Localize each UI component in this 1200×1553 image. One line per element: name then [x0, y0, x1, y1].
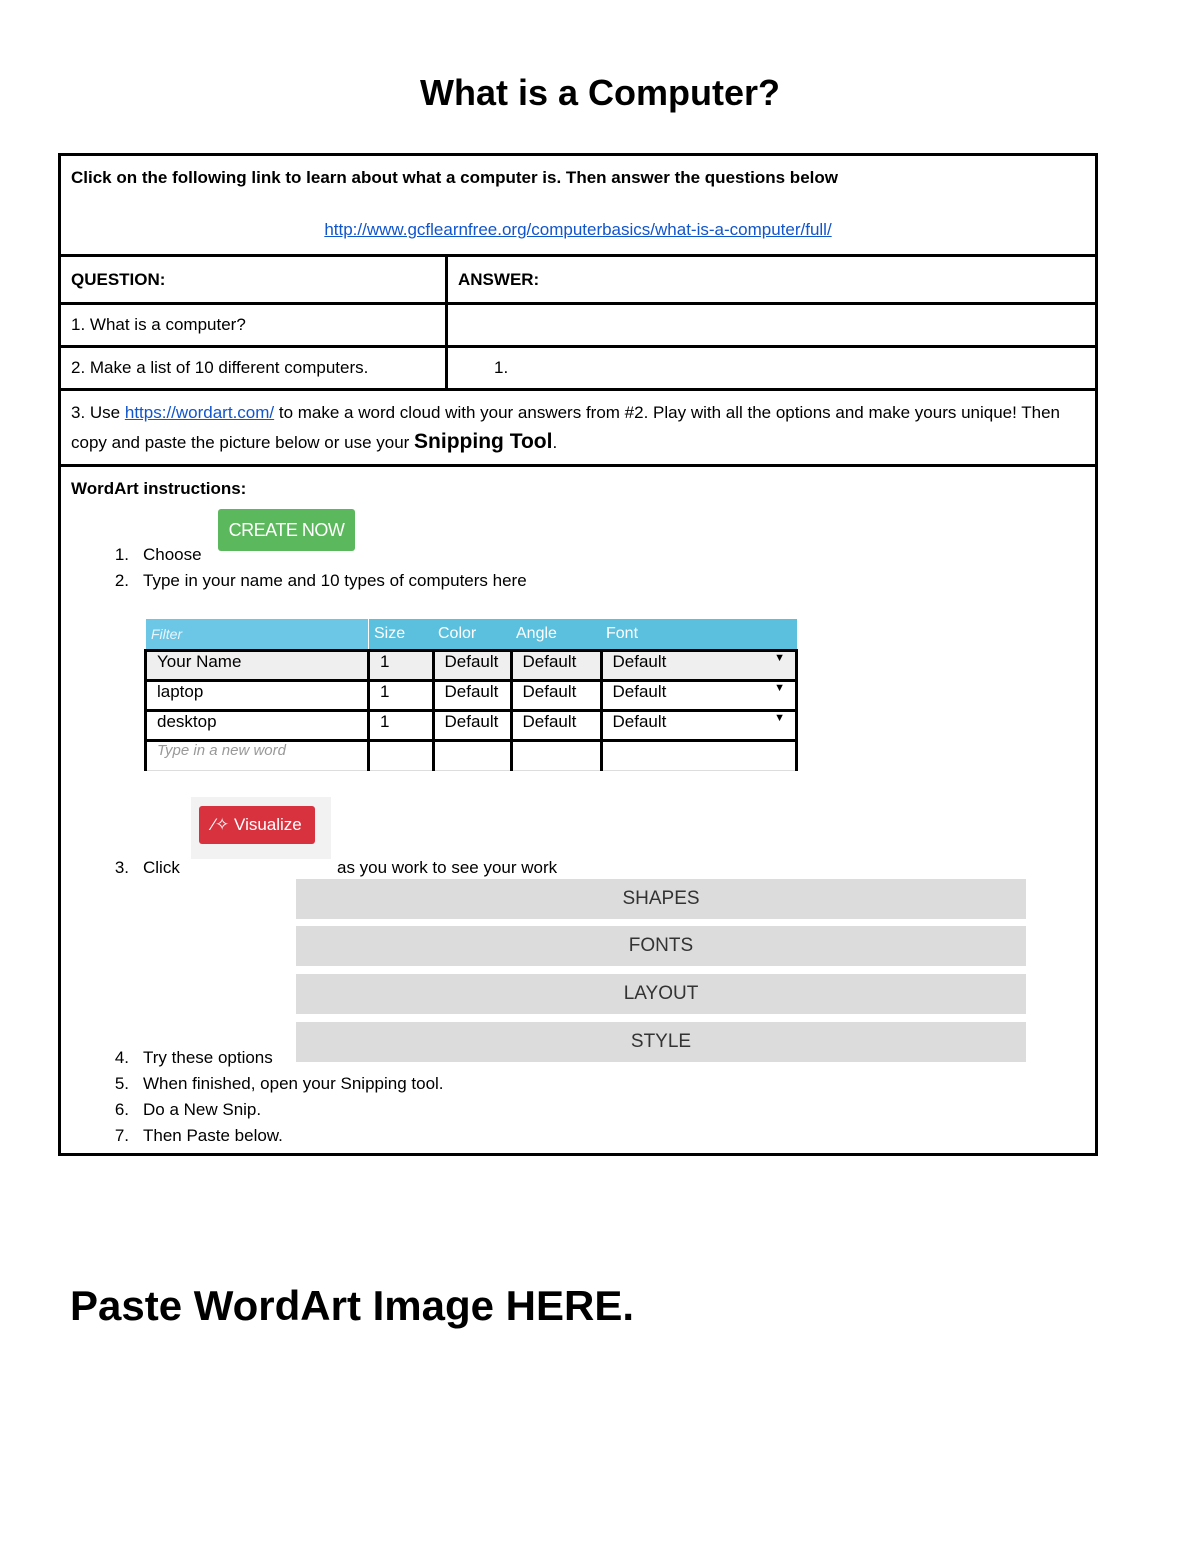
- angle-cell[interactable]: Default: [511, 681, 601, 711]
- visualize-button[interactable]: [199, 806, 315, 844]
- wordart-words-table: [144, 618, 798, 771]
- question-header: QUESTION:: [60, 256, 447, 304]
- gcflearnfree-link[interactable]: http://www.gcflearnfree.org/computerbasics/what-is-a-computer/full/: [324, 220, 832, 239]
- paste-heading: Paste WordArt Image HERE.: [70, 1282, 635, 1329]
- font-cell[interactable]: [601, 711, 797, 741]
- size-cell[interactable]: 1: [369, 681, 434, 711]
- table-row[interactable]: [146, 711, 797, 741]
- intro-instruction: Click on the following link to learn about what a computer is. Then answer the questions below: [71, 168, 838, 187]
- word-cell[interactable]: laptop: [146, 681, 369, 711]
- font-cell[interactable]: [601, 681, 797, 711]
- dropdown-caret-icon[interactable]: ▼: [774, 712, 785, 724]
- step-1-num: 1.: [114, 545, 129, 564]
- visualize-label: Visualize: [234, 815, 302, 834]
- new-word-input[interactable]: Type in a new word: [146, 741, 369, 771]
- dropdown-caret-icon[interactable]: ▼: [774, 652, 785, 664]
- step-1-text: Choose: [143, 545, 202, 564]
- q3-suffix: .: [552, 433, 558, 452]
- step-3-text: Click: [143, 858, 180, 877]
- question-3: [60, 390, 1097, 466]
- intro-cell: [60, 155, 1097, 256]
- font-value: Default: [612, 682, 667, 701]
- new-word-row[interactable]: [146, 741, 797, 771]
- angle-header[interactable]: Angle: [511, 619, 601, 651]
- step-4-num: 4.: [114, 1048, 129, 1067]
- step-7-text: Then Paste below.: [143, 1126, 283, 1145]
- step-2-num: 2.: [114, 571, 129, 590]
- font-header[interactable]: Font: [601, 619, 797, 651]
- wordart-instructions-title: WordArt instructions:: [71, 479, 247, 498]
- angle-cell[interactable]: Default: [511, 651, 601, 681]
- size-cell[interactable]: 1: [369, 651, 434, 681]
- create-now-button[interactable]: CREATE NOW: [218, 509, 355, 551]
- color-header[interactable]: Color: [433, 619, 511, 651]
- color-cell[interactable]: Default: [433, 651, 511, 681]
- color-cell[interactable]: Default: [433, 681, 511, 711]
- shapes-option[interactable]: SHAPES: [296, 879, 1026, 919]
- step-7-num: 7.: [114, 1126, 129, 1145]
- word-cell[interactable]: desktop: [146, 711, 369, 741]
- size-cell[interactable]: 1: [369, 711, 434, 741]
- step-2-text: Type in your name and 10 types of computers here: [143, 571, 527, 590]
- step-5-num: 5.: [114, 1074, 129, 1093]
- table-row[interactable]: [146, 651, 797, 681]
- wordart-link[interactable]: https://wordart.com/: [124, 403, 275, 422]
- font-value: Default: [612, 652, 667, 671]
- snipping-tool-label: Snipping Tool: [414, 430, 553, 453]
- wordart-instructions-cell: [60, 466, 1097, 1155]
- word-cell[interactable]: Your Name: [146, 651, 369, 681]
- question-2: 2. Make a list of 10 different computers.: [60, 347, 447, 390]
- font-cell[interactable]: [601, 651, 797, 681]
- answer-2-list-start: 1.: [494, 358, 509, 377]
- step-5-text: When finished, open your Snipping tool.: [143, 1074, 444, 1093]
- layout-option[interactable]: LAYOUT: [296, 974, 1026, 1014]
- answer-header: ANSWER:: [447, 256, 1097, 304]
- step-6-num: 6.: [114, 1100, 129, 1119]
- answer-1[interactable]: [447, 304, 1097, 347]
- fonts-option[interactable]: FONTS: [296, 926, 1026, 966]
- page-title: What is a Computer?: [419, 72, 781, 113]
- step-6-text: Do a New Snip.: [143, 1100, 262, 1119]
- q3-prefix: 3. Use: [71, 403, 125, 422]
- worksheet-table: [58, 153, 1098, 1156]
- size-header[interactable]: Size: [369, 619, 434, 651]
- q3-text: to make a word cloud with your answers from #2. Play with all the options and make yours unique! Then copy and paste the picture below or use your: [71, 403, 1061, 452]
- step-3-num: 3.: [114, 858, 129, 877]
- step-3-suffix: as you work to see your work: [337, 858, 558, 877]
- color-cell[interactable]: Default: [433, 711, 511, 741]
- style-option[interactable]: STYLE: [296, 1022, 1026, 1062]
- angle-cell[interactable]: Default: [511, 711, 601, 741]
- magic-wand-icon: ⁄✧: [212, 815, 235, 834]
- dropdown-caret-icon[interactable]: ▼: [774, 682, 785, 694]
- question-1: 1. What is a computer?: [60, 304, 447, 347]
- answer-2[interactable]: [447, 347, 1097, 390]
- visualize-snippet: [191, 797, 331, 859]
- step-4-text: Try these options: [143, 1048, 273, 1067]
- font-value: Default: [612, 712, 667, 731]
- table-row[interactable]: [146, 681, 797, 711]
- filter-input[interactable]: Filter: [146, 619, 369, 651]
